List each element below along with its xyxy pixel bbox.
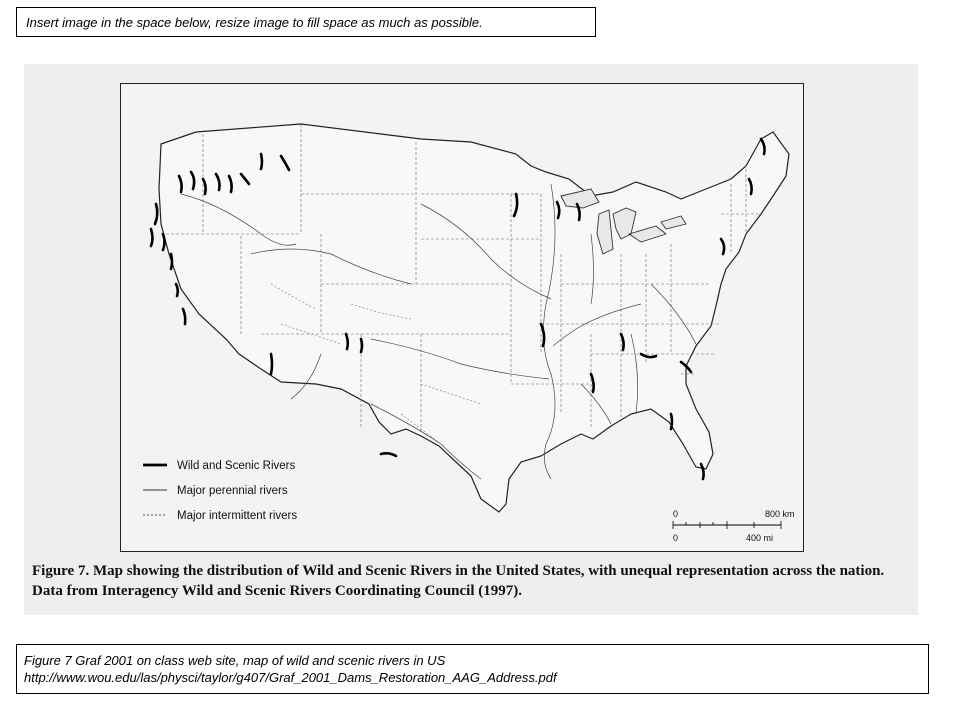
figure-panel <box>24 64 918 615</box>
instruction-box <box>16 7 596 37</box>
caption-label: Figure 7. <box>32 563 90 579</box>
scale-km-start: 0 <box>673 509 679 519</box>
legend-label-wild: Wild and Scenic Rivers <box>177 460 296 472</box>
legend-label-perennial: Major perennial rivers <box>177 485 288 497</box>
legend-label-intermittent: Major intermittent rivers <box>177 510 298 522</box>
scale-mi-end: 400 mi <box>746 533 774 543</box>
source-box <box>16 644 929 694</box>
scale-mi-start: 0 <box>673 533 679 543</box>
instruction-text: Insert image in the space below, resize image to fill space as much as possible. <box>26 15 483 30</box>
us-outline <box>159 124 789 512</box>
scale-km-end: 800 km <box>765 509 795 519</box>
scale-bar <box>673 509 795 543</box>
us-rivers-map <box>120 83 804 552</box>
map-graphic <box>121 84 803 551</box>
source-url[interactable]: http://www.wou.edu/las/physci/taylor/g407/Graf_2001_Dams_Restoration_AAG_Address.pdf <box>24 670 557 685</box>
figure-caption <box>24 561 918 601</box>
caption-text: Map showing the distribution of Wild and Scenic Rivers in the United States, with unequal representation across the nation. Data from Interagency Wild and Scenic Rivers Coordinating Council (1997). <box>32 563 885 599</box>
source-citation: Figure 7 Graf 2001 on class web site, map of wild and scenic rivers in US <box>24 653 446 668</box>
map-legend <box>143 460 297 522</box>
